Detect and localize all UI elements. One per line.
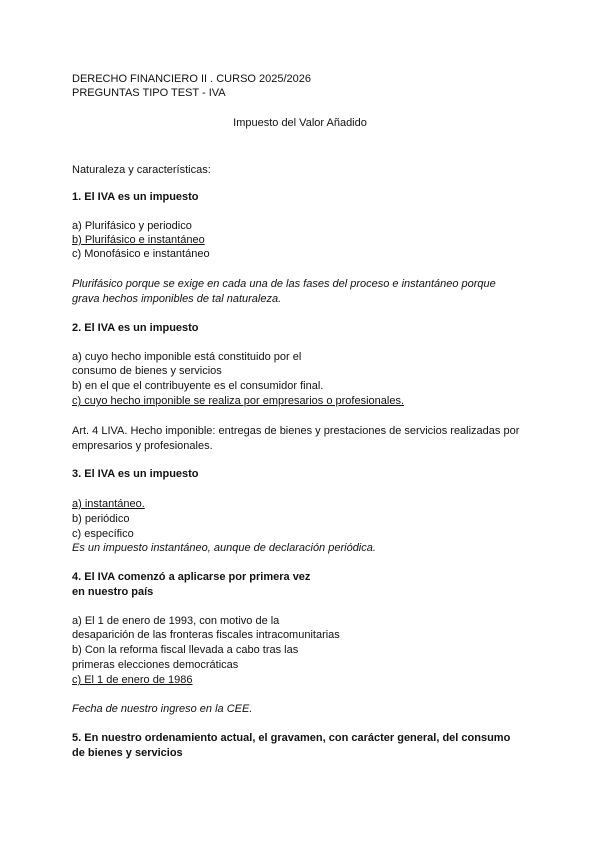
q1-option-c: c) Monofásico e instantáneo <box>72 248 210 260</box>
question-4-stem-line-2: en nuestro país <box>72 586 154 598</box>
q4-option-b-cont: primeras elecciones democráticas <box>72 659 239 671</box>
q4-option-a-cont: desaparición de las fronteras fiscales intracomunitarias <box>72 629 340 641</box>
question-4-stem-line-1: 4. El IVA comenzó a aplicarse por primera vez <box>72 571 311 583</box>
q2-option-c-correct: c) cuyo hecho imponible se realiza por empresarios o profesionales. <box>72 395 405 407</box>
q1-option-b-correct: b) Plurifásico e instantáneo <box>72 234 205 246</box>
question-3-stem: 3. El IVA es un impuesto <box>72 468 199 480</box>
question-5-stem-line-1: 5. En nuestro ordenamiento actual, el gravamen, con carácter general, del consumo <box>72 732 511 744</box>
q2-explanation-line-2: empresarios y profesionales. <box>72 440 213 452</box>
test-header: PREGUNTAS TIPO TEST - IVA <box>72 87 226 99</box>
section-heading: Naturaleza y características: <box>72 164 211 176</box>
q2-explanation-line-1: Art. 4 LIVA. Hecho imponible: entregas de bienes y prestaciones de servicios realizadas por <box>72 425 520 437</box>
q2-option-b: b) en el que el contribuyente es el consumidor final. <box>72 380 324 392</box>
question-1-stem: 1. El IVA es un impuesto <box>72 191 199 203</box>
question-2-stem: 2. El IVA es un impuesto <box>72 322 199 334</box>
document-title: Impuesto del Valor Añadido <box>233 117 367 129</box>
q1-option-a: a) Plurifásico y periodico <box>72 220 192 232</box>
q1-explanation-line-1: Plurifásico porque se exige en cada una de las fases del proceso e instantáneo porque <box>72 278 496 290</box>
course-header: DERECHO FINANCIERO II . CURSO 2025/2026 <box>72 73 312 85</box>
q2-option-a-cont: consumo de bienes y servicios <box>72 365 222 377</box>
q3-option-a-correct: a) instantáneo. <box>72 498 145 510</box>
q4-option-a: a) El 1 de enero de 1993, con motivo de la <box>72 615 280 627</box>
q1-explanation-line-2: grava hechos imponibles de tal naturaleza. <box>72 293 282 305</box>
q4-option-b: b) Con la reforma fiscal llevada a cabo tras las <box>72 644 299 656</box>
question-5-stem-line-2: de bienes y servicios <box>72 747 183 759</box>
q3-explanation: Es un impuesto instantáneo, aunque de declaración periódica. <box>72 542 376 554</box>
q4-explanation: Fecha de nuestro ingreso en la CEE. <box>72 703 253 715</box>
q3-option-b: b) periódico <box>72 513 130 525</box>
q2-option-a: a) cuyo hecho imponible está constituido por el <box>72 351 302 363</box>
q4-option-c-correct: c) El 1 de enero de 1986 <box>72 674 193 686</box>
q3-option-c: c) específico <box>72 528 134 540</box>
